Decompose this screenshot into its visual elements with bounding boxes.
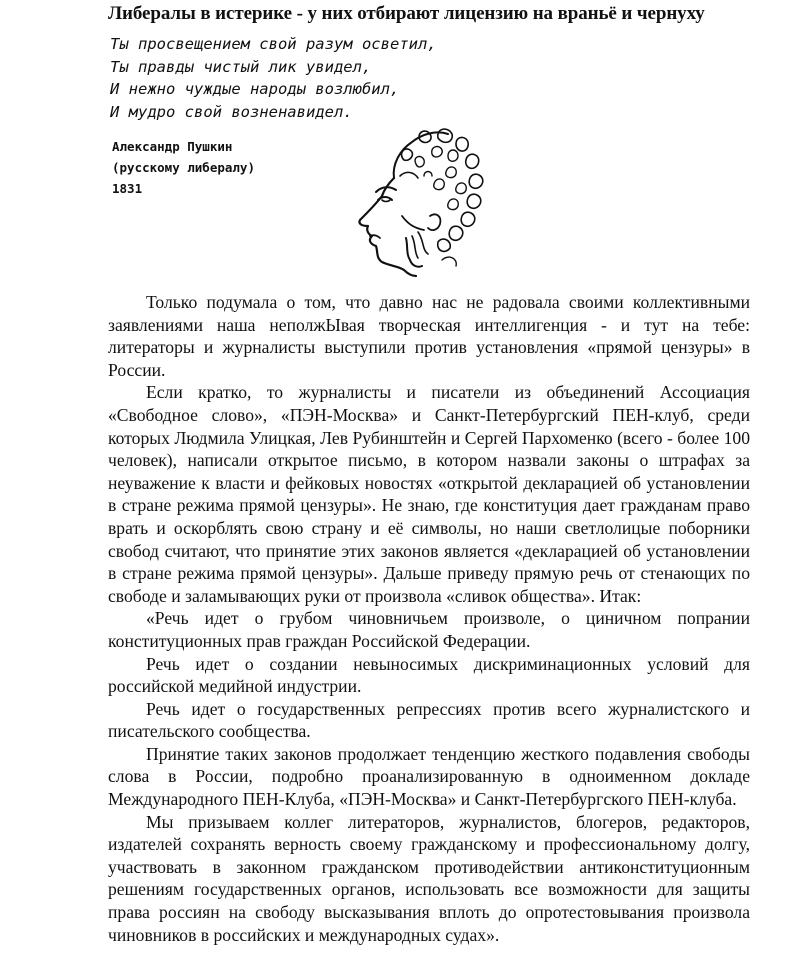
poem-year: 1831 bbox=[112, 181, 143, 196]
poem-line: Ты просвещением свой разум осветил, bbox=[110, 35, 437, 53]
poem-author: Александр Пушкин bbox=[112, 139, 233, 154]
article-paragraph: Речь идет о государственных репрессиях против всего журналистского и писательского сообщества. bbox=[108, 698, 750, 742]
pushkin-portrait-icon bbox=[338, 120, 490, 278]
poem-line: И мудро свой возненавидел. bbox=[110, 102, 353, 121]
poem-line: И нежно чуждые народы возлюбил, bbox=[110, 80, 400, 98]
poem-line: Ты правды чистый лик увидел, bbox=[110, 57, 372, 76]
poem-dedication: (русскому либералу) bbox=[112, 160, 255, 175]
article-body bbox=[108, 291, 750, 946]
article-paragraph: Речь идет о создании невыносимых дискриминационных условий для российской медийной индустрии. bbox=[108, 653, 750, 697]
epigraph-poem bbox=[110, 33, 437, 123]
article-paragraph: Только подумала о том, что давно нас не радовала своими коллективными заявлениями наша неполжЫвая творческая интеллигенция - и тут на тебе: литераторы и журналисты выступили против установления «прямой цензуры» в России. bbox=[108, 292, 750, 380]
article-paragraph: «Речь идет о грубом чиновничьем произволе, о циничном попрании конституционных прав граждан Российской Федерации. bbox=[108, 608, 750, 651]
article-headline: Либералы в истерике - у них отбирают лицензию на враньё и чернуху bbox=[108, 3, 705, 24]
article-paragraph: Если кратко, то журналисты и писатели из объединений Ассоциация «Свободное слово», «ПЭН-Москва» и Санкт-Петербургский ПЕН-клуб, среди которых Людмила Улицкая, Лев Рубинштейн и Сергей Пархоменко (всего - более 100 человек), написали открытое письмо, в котором назвали законы о штрафах за неуважение к власти и фейковых новостях «открытой декларацией об установлении в стране режима прямой цензуры». Не знаю, где конституция дает гражданам право врать и оскорблять свою страну и её символы, но наши светлолицые поборники свобод считают, что принятие этих законов является «декларацией об установлении в стране режима прямой цензуры». Дальше приведу прямую речь от стенающих по свободе и заламывающих руки от произвола «сливок общества». Итак: bbox=[108, 382, 750, 606]
article-paragraph: Мы призываем коллег литераторов, журналистов, блогеров, редакторов, издателей сохранять верность своему гражданскому и профессиональному долгу, участвовать в законном гражданском противодействии антиконституционным решениям государственных органов, использовать все возможности для защиты права россиян на свободу высказывания вплоть до опротестовывания произвола чиновников в российских и международных судах». bbox=[108, 811, 750, 945]
poem-attribution bbox=[112, 136, 255, 199]
article-paragraph: Принятие таких законов продолжает тенденцию жесткого подавления свободы слова в России, подробно проанализированную в одноименном докладе Международного ПЕН-Клуба, «ПЭН-Москва» и Санкт-Петербургского ПЕН-клуба. bbox=[108, 743, 750, 810]
